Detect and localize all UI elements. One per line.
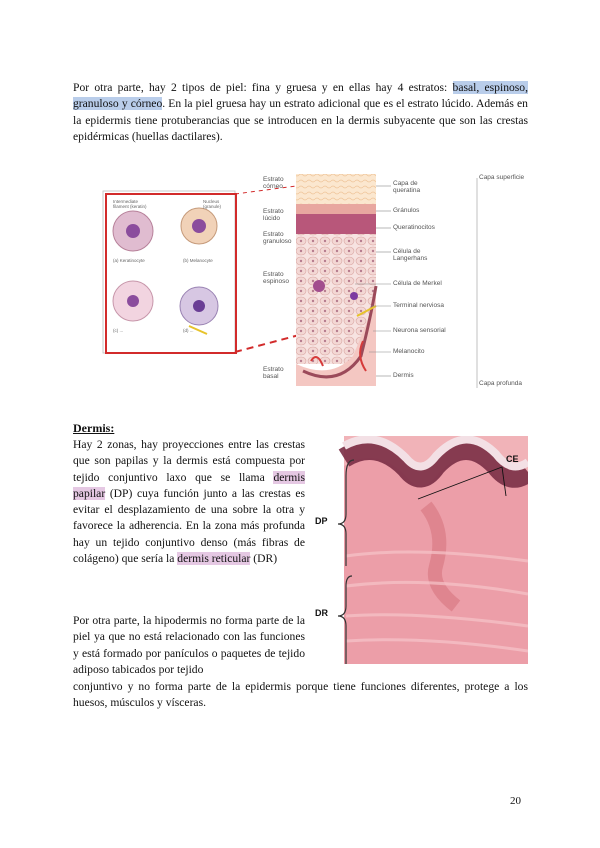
label-dermis: Dermis xyxy=(393,372,414,379)
label-capa-superficie: Capa superficie xyxy=(479,174,525,181)
label-neurona-sensorial: Neurona sensorial xyxy=(393,327,446,334)
intro-paragraph xyxy=(73,80,528,145)
dr-label: DR xyxy=(315,608,328,618)
inset-red-frame xyxy=(105,193,237,354)
histology-image xyxy=(306,436,528,664)
label-terminal-nerviosa: Terminal nerviosa xyxy=(393,302,444,309)
label-melanocito: Melanocito xyxy=(393,348,425,355)
dermis-p1-c: (DR) xyxy=(250,552,278,566)
dermis-title: Dermis: xyxy=(73,421,115,435)
label-granulos: Gránulos xyxy=(393,207,420,214)
intro-text-a: Por otra parte, hay 2 tipos de piel: fina y gruesa y en ellas hay 4 estratos: xyxy=(73,81,453,94)
label-estrato-basal: Estrato basal xyxy=(263,366,284,380)
dermis-paragraph-1 xyxy=(73,437,305,567)
page-number: 20 xyxy=(510,795,521,807)
label-estrato-granuloso: Estrato granuloso xyxy=(263,231,292,245)
dermis-reticular-highlight: dermis reticular xyxy=(177,552,251,566)
inset-label-nucleus: Nucleus (granule) xyxy=(203,199,222,209)
label-queratinocitos: Queratinocitos xyxy=(393,224,435,231)
inset-label-melanocyte: (b) Melanocyte xyxy=(183,258,213,263)
dermis-p1-b: (DP) cuya función junto a las crestas es evitar el desplazamiento de una sobre la otra y favorece la adherencia. En la zona más profunda hay un tejido conjuntivo denso (más fibras de colágeno) que sería la xyxy=(73,486,305,566)
label-langerhans: Célula de Langerhans xyxy=(393,248,428,262)
inset-label-c: (c) ... xyxy=(113,328,124,333)
label-estrato-lucido: Estrato lúcido xyxy=(263,208,284,222)
dermis-p1-a: Hay 2 zonas, hay proyecciones entre las crestas que son papilas y la dermis está compuesta por tejido conjuntivo laxo que se llama xyxy=(73,438,305,484)
label-merkel: Célula de Merkel xyxy=(393,280,442,287)
label-capa-queratina: Capa de queratina xyxy=(393,180,421,194)
histology-svg xyxy=(306,436,528,664)
dermis-paragraph-2: Por otra parte, la hipodermis no forma parte de la piel ya que no está relacionado con las funciones y está formado por panículos o paquetes de tejido adiposo tabicados por tejido xyxy=(73,614,305,676)
dermis-papilar-highlight: dermis papilar xyxy=(73,470,305,500)
dermis-paragraph-2-cont: conjuntivo y no forma parte de la epidermis porque tiene funciones diferentes, protege a los huesos, músculos y vísceras. xyxy=(73,680,528,710)
intro-highlight: basal, espinoso, granuloso y córneo xyxy=(73,81,528,111)
dp-label: DP xyxy=(315,516,328,526)
inset-label-filament: Intermediate filament (keratin) xyxy=(113,199,147,209)
inset-label-keratinocyte: (a) Keratinocyte xyxy=(113,258,145,263)
intro-text-b: . En la piel gruesa hay un estrato adicional que es el estrato lúcido. Además en la epidermis tiene protuberancias que se introducen en la dermis subyacente que son las crestas epidérmicas (huellas dactilares). xyxy=(73,97,528,143)
label-estrato-espinoso: Estrato espinoso xyxy=(263,271,290,285)
label-capa-profunda: Capa profunda xyxy=(479,380,523,387)
ce-label: CE xyxy=(506,454,519,464)
inset-label-d: (d) ... xyxy=(183,328,194,333)
label-estrato-corneo: Estrato córneo xyxy=(263,176,284,190)
